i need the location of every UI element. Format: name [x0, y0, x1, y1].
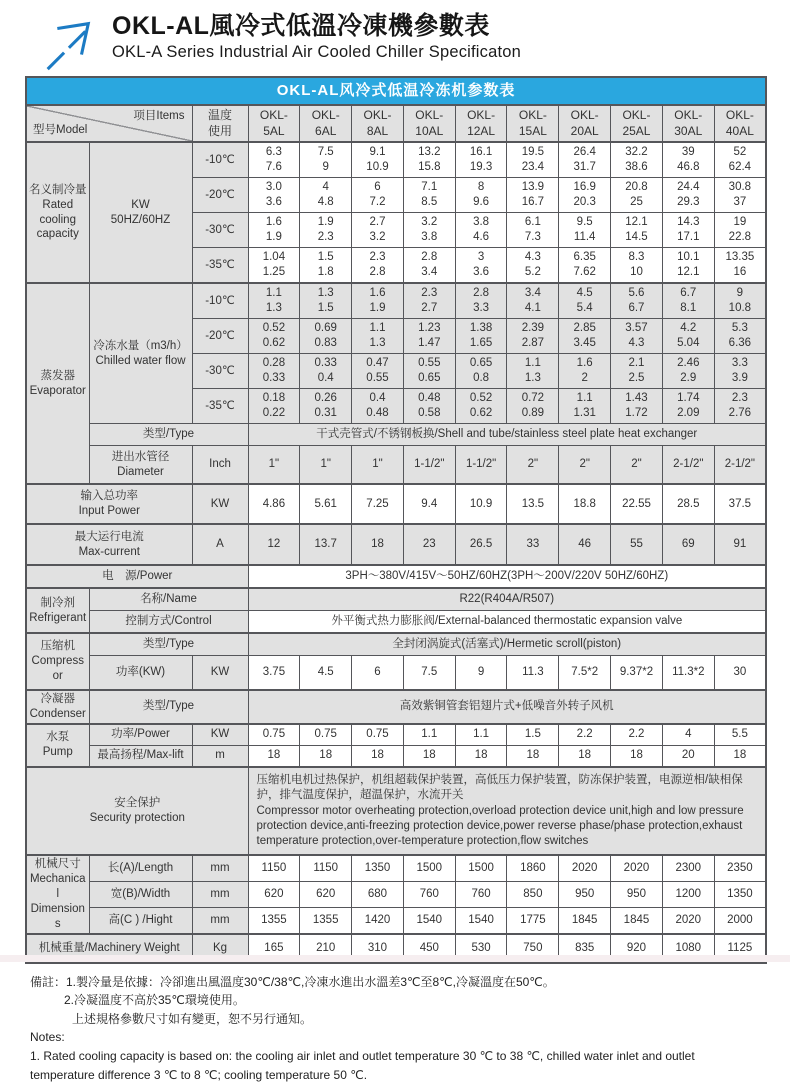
cooling-value: 7.5 9: [300, 142, 352, 178]
compressor-power-value: 7.5: [403, 656, 455, 691]
dimension-label: 宽(B)/Width: [89, 881, 192, 907]
compressor-power-value: 30: [714, 656, 766, 691]
compressor-power-label: 功率(KW): [89, 656, 192, 691]
cooling-value: 52 62.4: [714, 142, 766, 178]
flow-value: 0.26 0.31: [300, 389, 352, 424]
cooling-value: 10.1 12.1: [662, 248, 714, 284]
security-text-en: Compressor motor overheating protection,overload protection device unit,high and low pressure protection device,anti-freezing protection device,power reverse phase/phase protection,exhaust temperature protection,over-temperature protection,flow switches: [256, 804, 744, 847]
weight-value: 1125: [714, 934, 766, 963]
flow-value: 3.4 4.1: [507, 283, 559, 319]
dimension-unit: mm: [192, 881, 248, 907]
dimension-value: 1200: [662, 881, 714, 907]
compressor-power-value: 9: [455, 656, 507, 691]
flow-value: 4.5 5.4: [559, 283, 611, 319]
dimension-value: 850: [507, 881, 559, 907]
dimension-value: 2020: [611, 855, 663, 881]
note-line: 備註：1.製冷量是依據：冷卻進出風溫度30℃/38℃,冷凍水進出水溫差3℃至8℃,冷凝溫度在50℃。: [30, 974, 555, 989]
flow-value: 0.52 0.62: [455, 389, 507, 424]
cooling-value: 1.04 1.25: [248, 248, 300, 284]
weight-value: 920: [611, 934, 663, 963]
flow-value: 2.3 2.76: [714, 389, 766, 424]
pump-power-value: 0.75: [248, 724, 300, 746]
temp-usage-header: 温度 使用: [192, 105, 248, 142]
condenser-type-value: 高效紫铜管套铝翅片式+低噪音外转子风机: [248, 690, 766, 724]
pump-lift-value: 18: [455, 745, 507, 767]
section-label-dimensions: 机械尺寸 Mechanical Dimensions: [26, 855, 89, 934]
cooling-value: 1.6 1.9: [248, 213, 300, 248]
max-current-value: 12: [248, 524, 300, 565]
flow-value: 0.48 0.58: [403, 389, 455, 424]
max-current-value: 33: [507, 524, 559, 565]
pump-lift-value: 18: [507, 745, 559, 767]
pump-lift-value: 18: [352, 745, 404, 767]
weight-value: 210: [300, 934, 352, 963]
pump-lift-value: 18: [403, 745, 455, 767]
power-supply-label: 电 源/Power: [26, 565, 248, 588]
cooling-value: 1.5 1.8: [300, 248, 352, 284]
dimension-value: 1350: [714, 881, 766, 907]
dimension-label: 长(A)/Length: [89, 855, 192, 881]
dimension-value: 2020: [559, 855, 611, 881]
section-label-compressor: 压缩机 Compressor: [26, 633, 89, 690]
temp-label: -20℃: [192, 178, 248, 213]
flow-value: 5.3 6.36: [714, 319, 766, 354]
note-line: 2.冷凝溫度不高於35℃環境使用。: [64, 993, 245, 1008]
cooling-value: 9.5 11.4: [559, 213, 611, 248]
dimension-value: 1500: [455, 855, 507, 881]
diameter-value: 2": [507, 446, 559, 485]
dimension-value: 760: [403, 881, 455, 907]
spec-table: [25, 76, 767, 964]
flow-value: 3.3 3.9: [714, 354, 766, 389]
flow-value: 1.6 2: [559, 354, 611, 389]
diameter-label: 进出水管径 Diameter: [89, 446, 192, 485]
cooling-value: 4.3 5.2: [507, 248, 559, 284]
flow-value: 0.72 0.89: [507, 389, 559, 424]
cooling-value: 6.3 7.6: [248, 142, 300, 178]
dimension-value: 620: [248, 881, 300, 907]
temp-label: -35℃: [192, 248, 248, 284]
flow-value: 1.1 1.31: [559, 389, 611, 424]
page-header: [0, 0, 790, 76]
max-current-value: 23: [403, 524, 455, 565]
notes-block: [30, 973, 750, 1084]
cooling-value: 19.5 23.4: [507, 142, 559, 178]
cooling-value: 8.3 10: [611, 248, 663, 284]
compressor-power-value: 3.75: [248, 656, 300, 691]
flow-value: 1.6 1.9: [352, 283, 404, 319]
flow-value: 1.3 1.5: [300, 283, 352, 319]
temp-label: -35℃: [192, 389, 248, 424]
compressor-power-value: 6: [352, 656, 404, 691]
cooling-value: 16.9 20.3: [559, 178, 611, 213]
model-header: OKL- 40AL: [714, 105, 766, 142]
dimension-value: 2000: [714, 907, 766, 933]
pump-power-value: 0.75: [300, 724, 352, 746]
pump-lift-value: 18: [559, 745, 611, 767]
input-power-value: 18.8: [559, 484, 611, 524]
input-power-value: 7.25: [352, 484, 404, 524]
cooling-value: 3.8 4.6: [455, 213, 507, 248]
dimension-unit: mm: [192, 907, 248, 933]
weight-value: 530: [455, 934, 507, 963]
page-subtitle: OKL-A Series Industrial Air Cooled Chiller Specificaton: [112, 42, 522, 61]
dimension-value: 1355: [300, 907, 352, 933]
pump-lift-value: 18: [248, 745, 300, 767]
max-current-value: 46: [559, 524, 611, 565]
cooling-value: 2.8 3.4: [403, 248, 455, 284]
diameter-value: 2-1/2": [662, 446, 714, 485]
flow-value: 2.3 2.7: [403, 283, 455, 319]
compressor-power-value: 7.5*2: [559, 656, 611, 691]
model-header: OKL- 6AL: [300, 105, 352, 142]
flow-value: 2.85 3.45: [559, 319, 611, 354]
diameter-value: 1": [300, 446, 352, 485]
input-power-value: 9.4: [403, 484, 455, 524]
cooling-value: 14.3 17.1: [662, 213, 714, 248]
model-header: OKL- 8AL: [352, 105, 404, 142]
pump-lift-value: 18: [611, 745, 663, 767]
cooling-value: 2.7 3.2: [352, 213, 404, 248]
evap-type-value: 干式壳管式/不锈钢板换/Shell and tube/stainless steel plate heat exchanger: [248, 424, 766, 446]
dimension-value: 1845: [611, 907, 663, 933]
cooling-value: 13.2 15.8: [403, 142, 455, 178]
diameter-value: 1-1/2": [455, 446, 507, 485]
flow-value: 9 10.8: [714, 283, 766, 319]
flow-value: 0.47 0.55: [352, 354, 404, 389]
section-label-refrigerant: 制冷剂 Refrigerant: [26, 588, 89, 633]
dimension-value: 2020: [662, 907, 714, 933]
cooling-value: 16.1 19.3: [455, 142, 507, 178]
pump-power-unit: KW: [192, 724, 248, 746]
max-current-label: 最大运行电流 Max-current: [26, 524, 192, 565]
flow-value: 1.74 2.09: [662, 389, 714, 424]
input-power-value: 4.86: [248, 484, 300, 524]
model-header: OKL- 5AL: [248, 105, 300, 142]
model-header: OKL- 10AL: [403, 105, 455, 142]
cooling-value: 6.1 7.3: [507, 213, 559, 248]
flow-value: 2.46 2.9: [662, 354, 714, 389]
dimension-value: 1420: [352, 907, 404, 933]
max-current-value: 91: [714, 524, 766, 565]
cooling-value: 39 46.8: [662, 142, 714, 178]
flow-value: 3.57 4.3: [611, 319, 663, 354]
dimension-value: 2300: [662, 855, 714, 881]
pump-power-value: 0.75: [352, 724, 404, 746]
note-line: Notes:: [30, 1030, 65, 1045]
model-header: OKL- 12AL: [455, 105, 507, 142]
cooling-value: 6 7.2: [352, 178, 404, 213]
temp-label: -10℃: [192, 142, 248, 178]
pump-power-value: 1.5: [507, 724, 559, 746]
weight-value: 450: [403, 934, 455, 963]
cooling-value: 32.2 38.6: [611, 142, 663, 178]
dimension-value: 1150: [248, 855, 300, 881]
max-current-value: 69: [662, 524, 714, 565]
diameter-value: 2-1/2": [714, 446, 766, 485]
cooling-value: 19 22.8: [714, 213, 766, 248]
cooling-value: 20.8 25: [611, 178, 663, 213]
dimension-value: 620: [300, 881, 352, 907]
section-label-cooling: 名义制冷量 Rated cooling capacity: [26, 142, 89, 283]
input-power-value: 10.9: [455, 484, 507, 524]
pump-power-value: 1.1: [403, 724, 455, 746]
dimension-value: 1775: [507, 907, 559, 933]
weight-value: 835: [559, 934, 611, 963]
pump-lift-value: 18: [300, 745, 352, 767]
dimension-value: 950: [611, 881, 663, 907]
cooling-value: 3.2 3.8: [403, 213, 455, 248]
dimension-value: 2350: [714, 855, 766, 881]
input-power-label: 输入总功率 Input Power: [26, 484, 192, 524]
pump-power-label: 功率/Power: [89, 724, 192, 746]
dimension-value: 1350: [352, 855, 404, 881]
cooling-value: 13.9 16.7: [507, 178, 559, 213]
flow-value: 2.39 2.87: [507, 319, 559, 354]
diameter-value: 2": [611, 446, 663, 485]
diameter-value: 1-1/2": [403, 446, 455, 485]
model-header: OKL- 25AL: [611, 105, 663, 142]
pump-power-value: 2.2: [611, 724, 663, 746]
refrigerant-name-label: 名称/Name: [89, 588, 248, 611]
input-power-unit: KW: [192, 484, 248, 524]
input-power-value: 37.5: [714, 484, 766, 524]
flow-value: 0.52 0.62: [248, 319, 300, 354]
cooling-value: 8 9.6: [455, 178, 507, 213]
compressor-power-value: 9.37*2: [611, 656, 663, 691]
temp-label: -30℃: [192, 354, 248, 389]
flow-value: 5.6 6.7: [611, 283, 663, 319]
flow-value: 6.7 8.1: [662, 283, 714, 319]
max-current-value: 26.5: [455, 524, 507, 565]
dimension-value: 1845: [559, 907, 611, 933]
cooling-value: 1.9 2.3: [300, 213, 352, 248]
note-line: 1. Rated cooling capacity is based on: the cooling air inlet and outlet temperature 30 ℃ to 38 ℃, chilled water inlet and outlet temperature difference 3 ℃ to 8 ℃; cooling temperature 50 ℃.: [30, 1048, 695, 1082]
section-label-condenser: 冷凝器 Condenser: [26, 690, 89, 724]
flow-value: 1.1 1.3: [248, 283, 300, 319]
model-header: OKL- 30AL: [662, 105, 714, 142]
diameter-unit: Inch: [192, 446, 248, 485]
flow-label: 冷冻水量（m3/h） Chilled water flow: [89, 283, 192, 424]
dimension-value: 680: [352, 881, 404, 907]
dimension-value: 1355: [248, 907, 300, 933]
pump-lift-label: 最高扬程/Max-lift: [89, 745, 192, 767]
max-current-value: 18: [352, 524, 404, 565]
security-text-zh: 压缩机电机过热保护，机组超载保护装置，高低压力保护装置，防冻保护装置，电源逆相/缺相保护，排气温度保护，超温保护，水流开关: [256, 774, 743, 801]
flow-value: 4.2 5.04: [662, 319, 714, 354]
diameter-value: 1": [352, 446, 404, 485]
flow-value: 1.38 1.65: [455, 319, 507, 354]
dimension-value: 1540: [403, 907, 455, 933]
refrigerant-control-value: 外平衡式热力膨胀阀/External-balanced thermostatic expansion valve: [248, 611, 766, 634]
max-current-value: 13.7: [300, 524, 352, 565]
section-label-security: 安全保护 Security protection: [26, 767, 248, 855]
cooling-value: 3 3.6: [455, 248, 507, 284]
corner-model-label: 型号Model: [33, 124, 88, 137]
pump-power-value: 1.1: [455, 724, 507, 746]
security-text: [248, 767, 766, 855]
temp-label: -10℃: [192, 283, 248, 319]
dimension-value: 1150: [300, 855, 352, 881]
compressor-type-label: 类型/Type: [89, 633, 248, 656]
cooling-value: 9.1 10.9: [352, 142, 404, 178]
diameter-value: 1": [248, 446, 300, 485]
cooling-unit-label: KW 50HZ/60HZ: [89, 142, 192, 283]
weight-value: 310: [352, 934, 404, 963]
flow-value: 1.23 1.47: [403, 319, 455, 354]
flow-value: 2.1 2.5: [611, 354, 663, 389]
flow-value: 0.65 0.8: [455, 354, 507, 389]
cooling-value: 6.35 7.62: [559, 248, 611, 284]
dimension-value: 760: [455, 881, 507, 907]
cooling-value: 30.8 37: [714, 178, 766, 213]
cooling-value: 24.4 29.3: [662, 178, 714, 213]
pump-power-value: 5.5: [714, 724, 766, 746]
dimension-value: 1860: [507, 855, 559, 881]
compressor-power-value: 11.3*2: [662, 656, 714, 691]
bottom-strip: [0, 955, 790, 962]
cooling-value: 13.35 16: [714, 248, 766, 284]
pump-lift-value: 20: [662, 745, 714, 767]
temp-label: -30℃: [192, 213, 248, 248]
compressor-power-unit: KW: [192, 656, 248, 691]
cooling-value: 2.3 2.8: [352, 248, 404, 284]
weight-unit: Kg: [192, 934, 248, 963]
dimension-value: 950: [559, 881, 611, 907]
diameter-value: 2": [559, 446, 611, 485]
table-title-band: OKL-AL风冷式低温冷冻机参数表: [26, 77, 766, 105]
condenser-type-label: 类型/Type: [89, 690, 248, 724]
section-label-evaporator: 蒸发器 Evaporator: [26, 283, 89, 484]
compressor-power-value: 11.3: [507, 656, 559, 691]
flow-value: 0.55 0.65: [403, 354, 455, 389]
refrigerant-control-label: 控制方式/Control: [89, 611, 248, 634]
flow-value: 1.43 1.72: [611, 389, 663, 424]
power-supply-value: 3PH～380V/415V～50HZ/60HZ(3PH～200V/220V 50HZ/60HZ): [248, 565, 766, 588]
pump-power-value: 4: [662, 724, 714, 746]
refrigerant-name-value: R22(R404A/R507): [248, 588, 766, 611]
dimension-unit: mm: [192, 855, 248, 881]
page-title: OKL-AL風冷式低溫冷凍機參數表: [112, 12, 490, 40]
cooling-value: 7.1 8.5: [403, 178, 455, 213]
flow-value: 0.28 0.33: [248, 354, 300, 389]
input-power-value: 22.55: [611, 484, 663, 524]
spec-table-wrap: [0, 76, 790, 964]
note-line: 上述規格參數尺寸如有變更，恕不另行通知。: [72, 1011, 313, 1026]
evap-type-label: 类型/Type: [89, 424, 248, 446]
flow-value: 2.8 3.3: [455, 283, 507, 319]
compressor-power-value: 4.5: [300, 656, 352, 691]
dimension-value: 1500: [403, 855, 455, 881]
weight-value: 750: [507, 934, 559, 963]
max-current-unit: A: [192, 524, 248, 565]
model-header: OKL- 15AL: [507, 105, 559, 142]
pump-power-value: 2.2: [559, 724, 611, 746]
pump-lift-value: 18: [714, 745, 766, 767]
corner-items-label: 项目Items: [133, 110, 185, 122]
pump-lift-unit: m: [192, 745, 248, 767]
cooling-value: 26.4 31.7: [559, 142, 611, 178]
flow-value: 0.18 0.22: [248, 389, 300, 424]
model-header: OKL- 20AL: [559, 105, 611, 142]
dimension-value: 1540: [455, 907, 507, 933]
input-power-value: 5.61: [300, 484, 352, 524]
flow-value: 1.1 1.3: [507, 354, 559, 389]
cooling-value: 3.0 3.6: [248, 178, 300, 213]
arrow-up-right-icon: [38, 14, 96, 72]
weight-value: 1080: [662, 934, 714, 963]
corner-header: [26, 105, 192, 142]
dimension-label: 高(C ) /Hight: [89, 907, 192, 933]
title-block: [112, 12, 521, 62]
cooling-value: 4 4.8: [300, 178, 352, 213]
flow-value: 1.1 1.3: [352, 319, 404, 354]
temp-label: -20℃: [192, 319, 248, 354]
compressor-type-value: 全封闭涡旋式(活塞式)/Hermetic scroll(piston): [248, 633, 766, 656]
flow-value: 0.33 0.4: [300, 354, 352, 389]
input-power-value: 13.5: [507, 484, 559, 524]
flow-value: 0.69 0.83: [300, 319, 352, 354]
weight-value: 165: [248, 934, 300, 963]
max-current-value: 55: [611, 524, 663, 565]
section-label-pump: 水泵 Pump: [26, 724, 89, 767]
input-power-value: 28.5: [662, 484, 714, 524]
cooling-value: 12.1 14.5: [611, 213, 663, 248]
weight-label: 机械重量/Machinery Weight: [26, 934, 192, 963]
flow-value: 0.4 0.48: [352, 389, 404, 424]
